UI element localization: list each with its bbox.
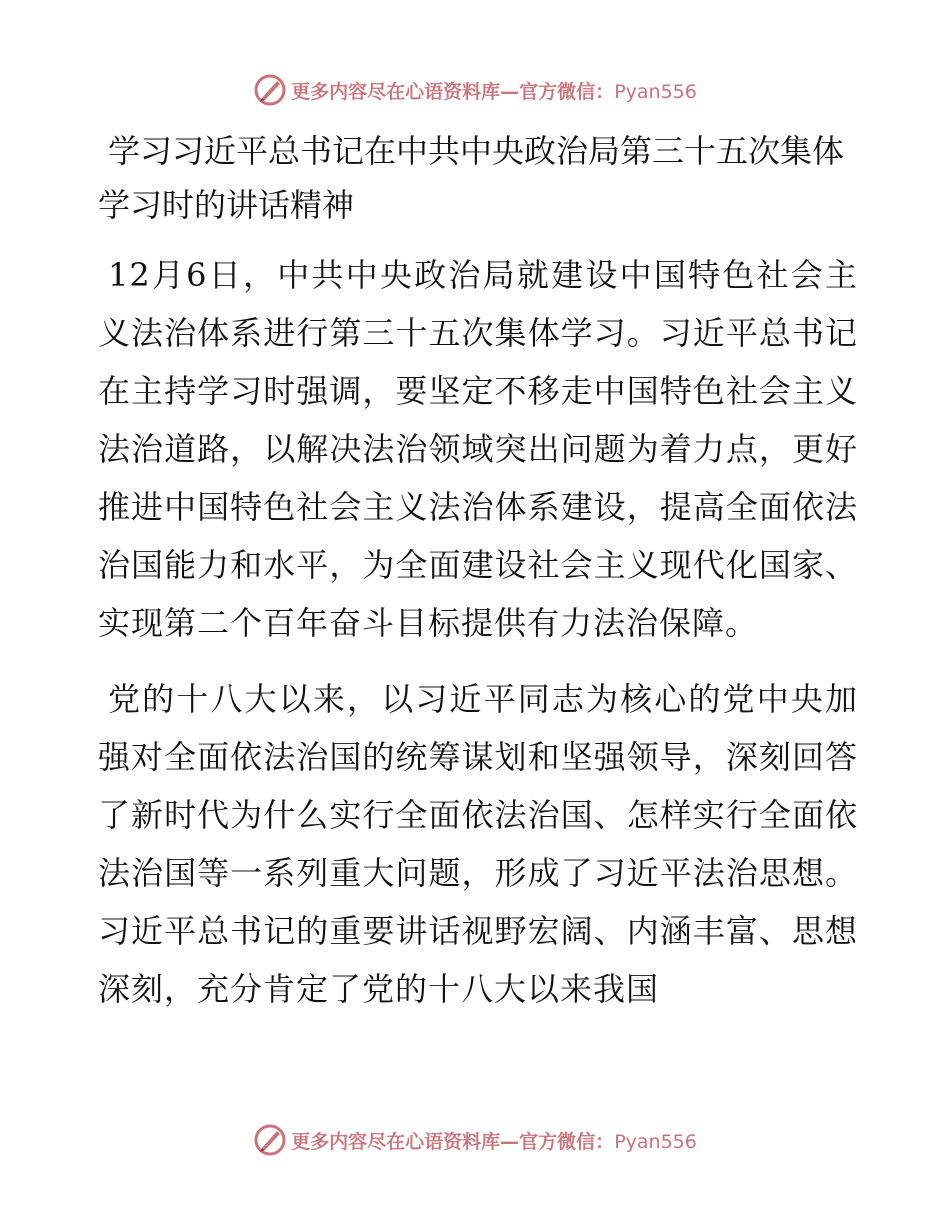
- watermark-text: 更多内容尽在心语资料库—官方微信：Pyan556: [291, 1130, 697, 1153]
- footer-watermark: [0, 1120, 950, 1160]
- paragraph: 12月6日，中共中央政治局就建设中国特色社会主义法治体系进行第三十五次集体学习。习近平总书记在主持学习时强调，要坚定不移走中国特色社会主义法治道路，以解决法治领域突出问题为着力点，更好推进中国特色社会主义法治体系建设，提高全面依法治国能力和水平，为全面建设社会主义现代化国家、实现第二个百年奋斗目标提供有力法治保障。: [98, 256, 858, 642]
- document-body: [98, 124, 858, 1036]
- document-title: 学习习近平总书记在中共中央政治局第三十五次集体学习时的讲话精神: [98, 132, 845, 224]
- quill-pen-logo-icon: [253, 1123, 287, 1157]
- paragraph: 党的十八大以来，以习近平同志为核心的党中央加强对全面依法治国的统筹谋划和坚强领导，深刻回答了新时代为什么实行全面依法治国、怎样实行全面依法治国等一系列重大问题，形成了习近平法治思想。习近平总书记的重要讲话视野宏阔、内涵丰富、思想深刻，充分肯定了党的十八大以来我国: [98, 680, 858, 1008]
- watermark-text: 更多内容尽在心语资料库—官方微信：Pyan556: [291, 80, 697, 103]
- quill-pen-logo-icon: [253, 73, 287, 107]
- header-watermark: [0, 70, 950, 110]
